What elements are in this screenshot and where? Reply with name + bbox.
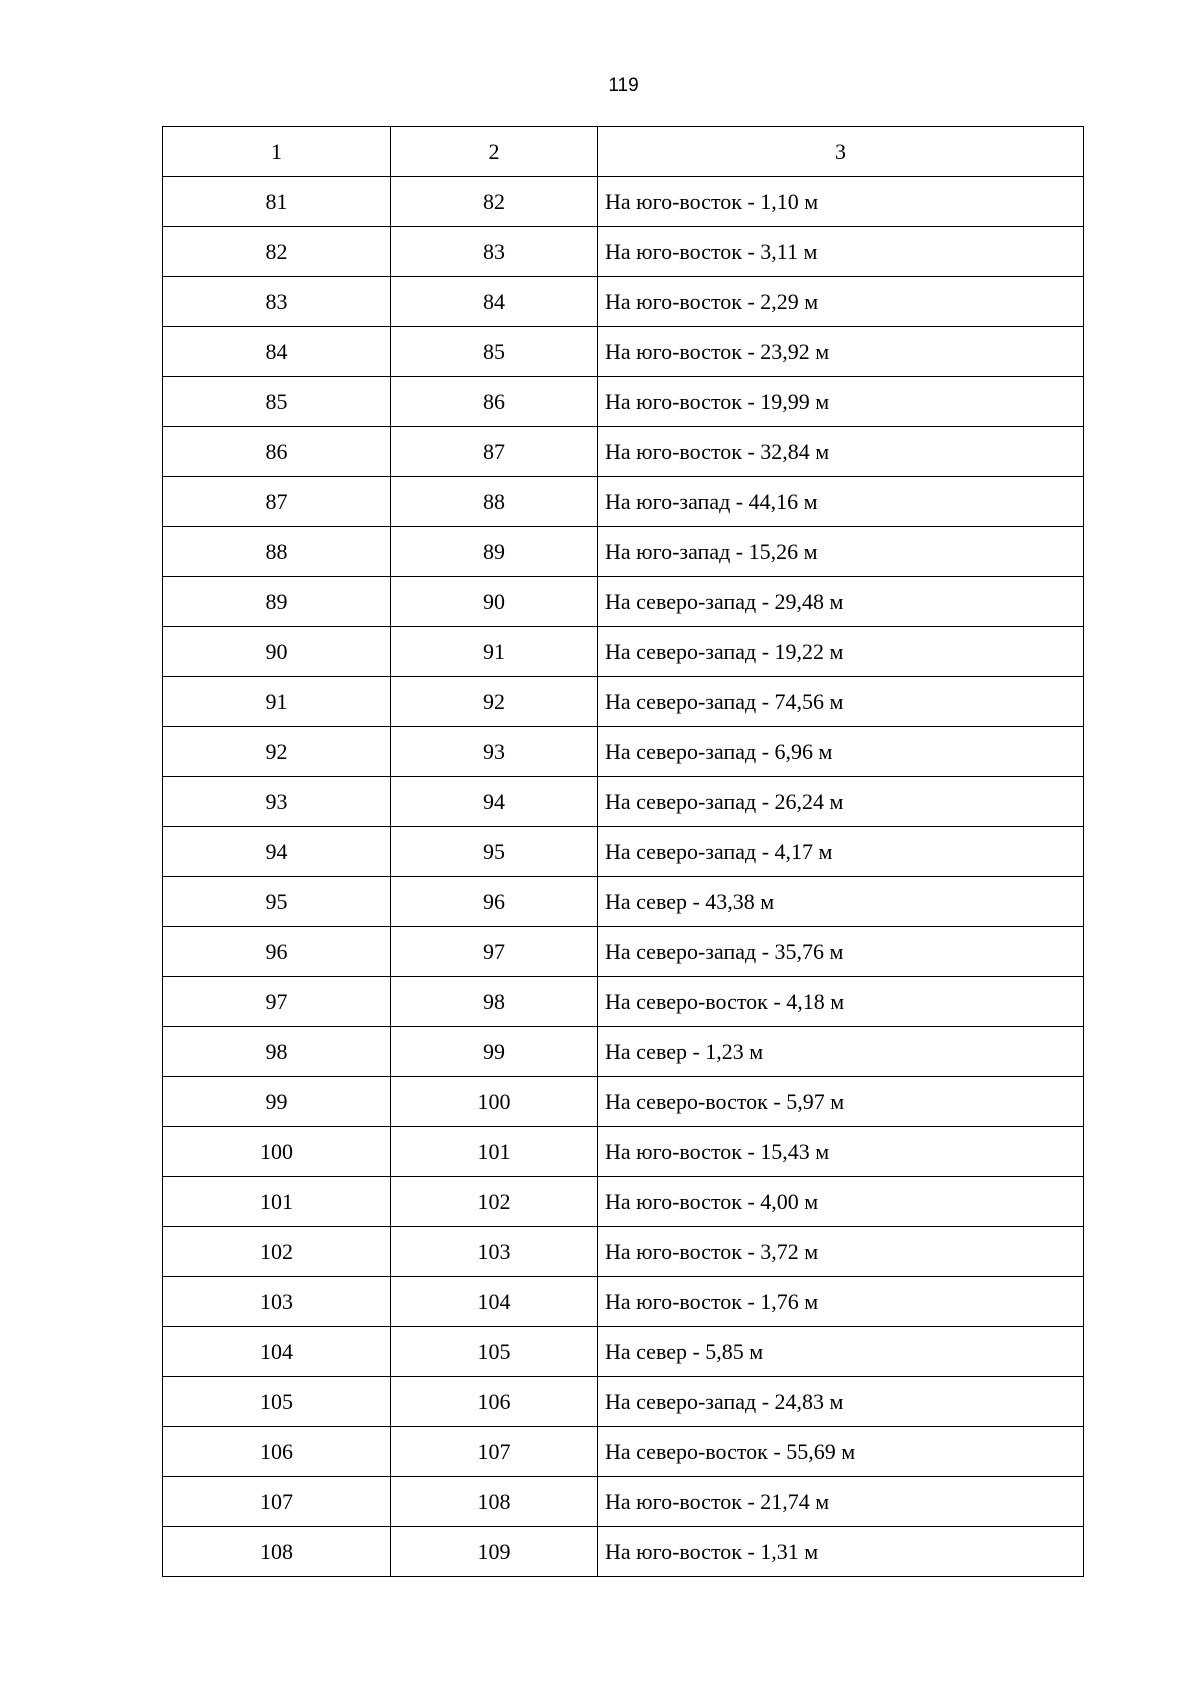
to-point-cell: 88 (391, 477, 598, 527)
to-point-cell: 109 (391, 1527, 598, 1577)
direction-distance-cell: На юго-восток - 4,00 м (598, 1177, 1084, 1227)
direction-distance-cell: На юго-восток - 15,43 м (598, 1127, 1084, 1177)
direction-distance-cell: На юго-восток - 1,10 м (598, 177, 1084, 227)
table-row (163, 477, 1084, 527)
to-point-cell: 97 (391, 927, 598, 977)
table-row (163, 177, 1084, 227)
to-point-cell: 107 (391, 1427, 598, 1477)
table-row (163, 1277, 1084, 1327)
to-point-cell: 89 (391, 527, 598, 577)
from-point-cell: 107 (163, 1477, 391, 1527)
table-row (163, 527, 1084, 577)
direction-distance-cell: На северо-восток - 5,97 м (598, 1077, 1084, 1127)
direction-distance-cell: На юго-восток - 32,84 м (598, 427, 1084, 477)
to-point-cell: 98 (391, 977, 598, 1027)
from-point-cell: 98 (163, 1027, 391, 1077)
table-row (163, 1477, 1084, 1527)
table-row (163, 777, 1084, 827)
table-row (163, 877, 1084, 927)
to-point-cell: 90 (391, 577, 598, 627)
direction-distance-cell: На юго-восток - 2,29 м (598, 277, 1084, 327)
to-point-cell: 91 (391, 627, 598, 677)
direction-distance-cell: На северо-запад - 24,83 м (598, 1377, 1084, 1427)
table-row (163, 627, 1084, 677)
table-row (163, 227, 1084, 277)
table-row (163, 427, 1084, 477)
direction-distance-cell: На северо-восток - 4,18 м (598, 977, 1084, 1027)
direction-distance-cell: На северо-запад - 6,96 м (598, 727, 1084, 777)
direction-distance-cell: На юго-запад - 15,26 м (598, 527, 1084, 577)
column-header-2: 2 (391, 127, 598, 177)
to-point-cell: 103 (391, 1227, 598, 1277)
direction-distance-cell: На северо-запад - 35,76 м (598, 927, 1084, 977)
direction-distance-cell: На северо-запад - 4,17 м (598, 827, 1084, 877)
from-point-cell: 88 (163, 527, 391, 577)
table-row (163, 1527, 1084, 1577)
from-point-cell: 87 (163, 477, 391, 527)
column-header-1: 1 (163, 127, 391, 177)
from-point-cell: 99 (163, 1077, 391, 1127)
to-point-cell: 94 (391, 777, 598, 827)
from-point-cell: 105 (163, 1377, 391, 1427)
to-point-cell: 105 (391, 1327, 598, 1377)
direction-distance-cell: На юго-восток - 3,72 м (598, 1227, 1084, 1277)
table-row (163, 1027, 1084, 1077)
from-point-cell: 94 (163, 827, 391, 877)
direction-distance-cell: На север - 1,23 м (598, 1027, 1084, 1077)
to-point-cell: 108 (391, 1477, 598, 1527)
table-row (163, 1177, 1084, 1227)
page-number: 119 (608, 75, 639, 96)
direction-distance-cell: На северо-запад - 26,24 м (598, 777, 1084, 827)
direction-distance-cell: На северо-запад - 74,56 м (598, 677, 1084, 727)
direction-distance-cell: На север - 43,38 м (598, 877, 1084, 927)
from-point-cell: 103 (163, 1277, 391, 1327)
to-point-cell: 92 (391, 677, 598, 727)
table-body (163, 127, 1084, 1577)
from-point-cell: 85 (163, 377, 391, 427)
to-point-cell: 102 (391, 1177, 598, 1227)
table-row (163, 577, 1084, 627)
from-point-cell: 104 (163, 1327, 391, 1377)
to-point-cell: 86 (391, 377, 598, 427)
from-point-cell: 92 (163, 727, 391, 777)
direction-distance-cell: На север - 5,85 м (598, 1327, 1084, 1377)
table-row (163, 1327, 1084, 1377)
from-point-cell: 89 (163, 577, 391, 627)
direction-distance-cell: На юго-восток - 1,76 м (598, 1277, 1084, 1327)
table-row (163, 927, 1084, 977)
from-point-cell: 84 (163, 327, 391, 377)
table-row (163, 1427, 1084, 1477)
table-row (163, 727, 1084, 777)
to-point-cell: 83 (391, 227, 598, 277)
to-point-cell: 93 (391, 727, 598, 777)
direction-distance-cell: На юго-восток - 3,11 м (598, 227, 1084, 277)
to-point-cell: 84 (391, 277, 598, 327)
from-point-cell: 86 (163, 427, 391, 477)
from-point-cell: 82 (163, 227, 391, 277)
column-header-3: 3 (598, 127, 1084, 177)
to-point-cell: 99 (391, 1027, 598, 1077)
from-point-cell: 90 (163, 627, 391, 677)
direction-distance-cell: На юго-восток - 21,74 м (598, 1477, 1084, 1527)
table-row (163, 377, 1084, 427)
table-row (163, 277, 1084, 327)
direction-distance-cell: На юго-восток - 19,99 м (598, 377, 1084, 427)
table-row (163, 1227, 1084, 1277)
direction-distance-cell: На юго-запад - 44,16 м (598, 477, 1084, 527)
from-point-cell: 91 (163, 677, 391, 727)
to-point-cell: 100 (391, 1077, 598, 1127)
from-point-cell: 81 (163, 177, 391, 227)
from-point-cell: 106 (163, 1427, 391, 1477)
from-point-cell: 97 (163, 977, 391, 1027)
from-point-cell: 83 (163, 277, 391, 327)
direction-distance-cell: На юго-восток - 1,31 м (598, 1527, 1084, 1577)
from-point-cell: 108 (163, 1527, 391, 1577)
table-row (163, 977, 1084, 1027)
direction-distance-cell: На северо-запад - 19,22 м (598, 627, 1084, 677)
to-point-cell: 82 (391, 177, 598, 227)
to-point-cell: 101 (391, 1127, 598, 1177)
to-point-cell: 104 (391, 1277, 598, 1327)
table-row (163, 1127, 1084, 1177)
table-row (163, 327, 1084, 377)
from-point-cell: 93 (163, 777, 391, 827)
table-row (163, 827, 1084, 877)
to-point-cell: 95 (391, 827, 598, 877)
direction-distance-cell: На юго-восток - 23,92 м (598, 327, 1084, 377)
from-point-cell: 101 (163, 1177, 391, 1227)
boundary-segments-table (162, 126, 1084, 1577)
to-point-cell: 87 (391, 427, 598, 477)
direction-distance-cell: На северо-восток - 55,69 м (598, 1427, 1084, 1477)
from-point-cell: 96 (163, 927, 391, 977)
table-row (163, 677, 1084, 727)
to-point-cell: 85 (391, 327, 598, 377)
table-row (163, 1377, 1084, 1427)
from-point-cell: 100 (163, 1127, 391, 1177)
table-header-row (163, 127, 1084, 177)
table-row (163, 1077, 1084, 1127)
from-point-cell: 95 (163, 877, 391, 927)
from-point-cell: 102 (163, 1227, 391, 1277)
to-point-cell: 106 (391, 1377, 598, 1427)
direction-distance-cell: На северо-запад - 29,48 м (598, 577, 1084, 627)
to-point-cell: 96 (391, 877, 598, 927)
